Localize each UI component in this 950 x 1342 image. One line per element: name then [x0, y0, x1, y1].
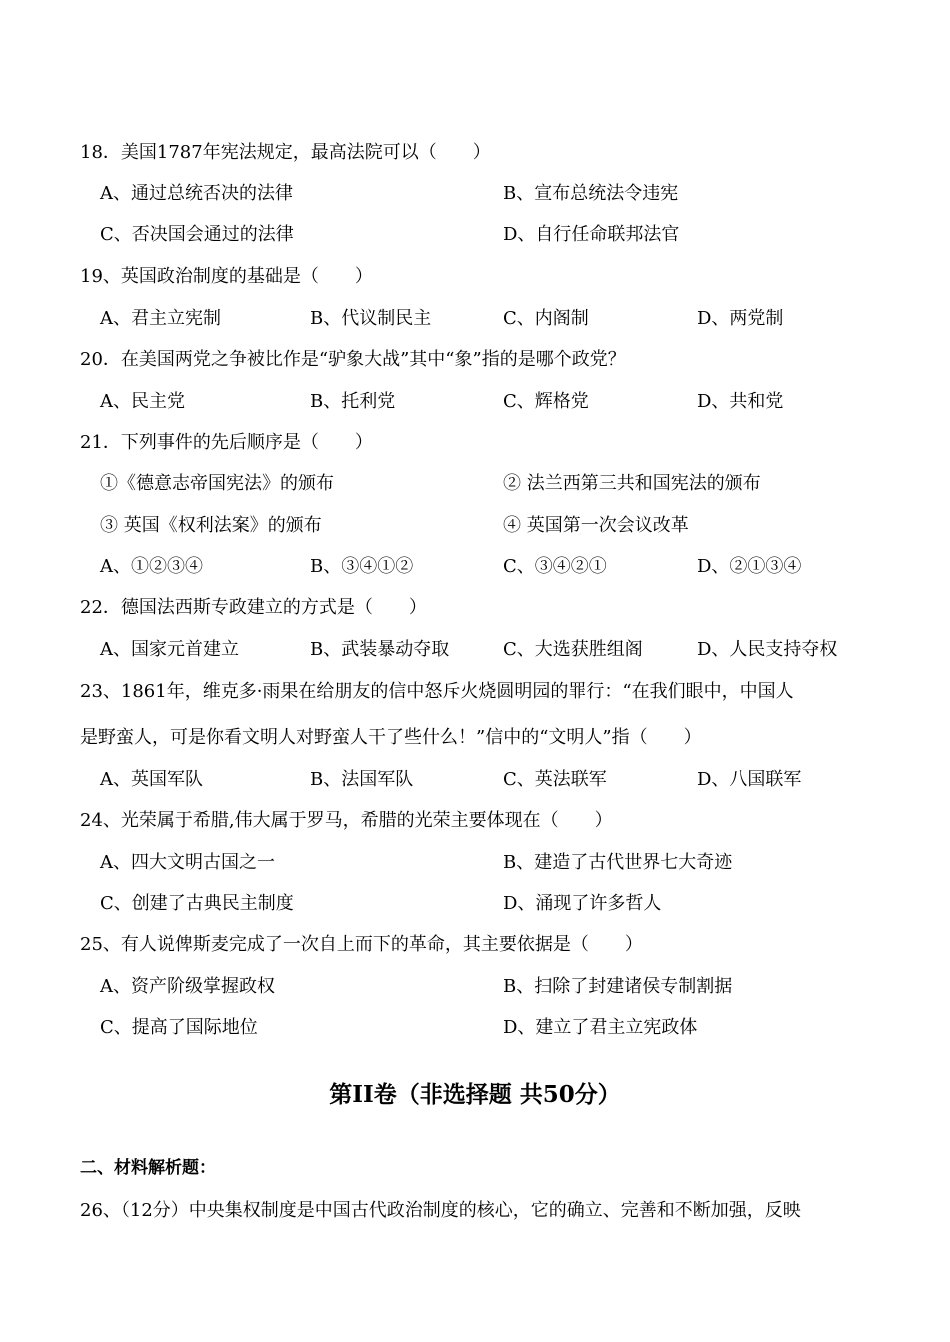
- question-22-option-c: C、大选获胜组阁: [503, 639, 643, 660]
- question-20-option-a: A、民主党: [100, 391, 185, 412]
- question-21-option-d: D、②①③④: [697, 556, 802, 577]
- question-18-option-c: C、否决国会通过的法律: [100, 224, 294, 245]
- question-22-option-b: B、武装暴动夺取: [310, 639, 450, 660]
- question-23-stem-line-2: 是野蛮人，可是你看文明人对野蛮人干了些什么！”信中的“文明人”指（ ）: [80, 727, 702, 748]
- part-2-title: 第II卷（非选择题 共50分）: [329, 1081, 621, 1108]
- question-24-stem: 24、光荣属于希腊,伟大属于罗马，希腊的光荣主要体现在（ ）: [80, 810, 613, 831]
- question-21-event-4: ④ 英国第一次会议改革: [503, 515, 689, 536]
- question-23-option-d: D、八国联军: [697, 769, 802, 790]
- question-21-option-b: B、③④①②: [310, 556, 414, 577]
- question-20-option-b: B、托利党: [310, 391, 396, 412]
- question-23-stem-line-1: 23、1861年，维克多·雨果在给朋友的信中怒斥火烧圆明园的罪行：“在我们眼中，中国人: [80, 681, 794, 702]
- question-20-option-c: C、辉格党: [503, 391, 589, 412]
- question-24-option-b: B、建造了古代世界七大奇迹: [503, 852, 733, 873]
- question-21-event-3: ③ 英国《权利法案》的颁布: [100, 515, 322, 536]
- question-19-option-d: D、两党制: [697, 308, 784, 329]
- question-23-option-c: C、英法联军: [503, 769, 607, 790]
- question-22-stem: 22．德国法西斯专政建立的方式是（ ）: [80, 597, 427, 618]
- question-23-option-b: B、法国军队: [310, 769, 414, 790]
- question-22-option-d: D、人民支持夺权: [697, 639, 838, 660]
- question-19-stem: 19、英国政治制度的基础是（ ）: [80, 266, 373, 287]
- question-26-stem-line-1: 26、（12分）中央集权制度是中国古代政治制度的核心，它的确立、完善和不断加强，反映: [80, 1200, 801, 1221]
- question-24-option-d: D、涌现了许多哲人: [503, 893, 662, 914]
- question-25-stem: 25、有人说俾斯麦完成了一次自上而下的革命，其主要依据是（ ）: [80, 934, 643, 955]
- question-25-option-d: D、建立了君主立宪政体: [503, 1017, 698, 1038]
- question-21-option-c: C、③④②①: [503, 556, 607, 577]
- question-19-option-a: A、君主立宪制: [100, 308, 221, 329]
- question-25-option-b: B、扫除了封建诸侯专制割据: [503, 976, 733, 997]
- question-18-option-a: A、通过总统否决的法律: [100, 183, 293, 204]
- question-21-event-2: ② 法兰西第三共和国宪法的颁布: [503, 473, 761, 494]
- question-18-option-d: D、自行任命联邦法官: [503, 224, 680, 245]
- question-21-option-a: A、①②③④: [100, 556, 203, 577]
- question-24-option-a: A、四大文明古国之一: [100, 852, 275, 873]
- question-23-option-a: A、英国军队: [100, 769, 203, 790]
- question-19-option-b: B、代议制民主: [310, 308, 432, 329]
- question-21-event-1: ①《德意志帝国宪法》的颁布: [100, 473, 334, 494]
- material-analysis-heading: 二、材料解析题：: [80, 1158, 216, 1178]
- question-24-option-c: C、创建了古典民主制度: [100, 893, 294, 914]
- question-19-option-c: C、内阁制: [503, 308, 589, 329]
- question-20-stem: 20．在美国两党之争被比作是“驴象大战”其中“象”指的是哪个政党？: [80, 349, 626, 370]
- question-25-option-a: A、资产阶级掌握政权: [100, 976, 275, 997]
- question-18-option-b: B、宣布总统法令违宪: [503, 183, 679, 204]
- question-22-option-a: A、国家元首建立: [100, 639, 239, 660]
- question-18-stem: 18．美国1787年宪法规定，最高法院可以（ ）: [80, 142, 491, 163]
- question-20-option-d: D、共和党: [697, 391, 784, 412]
- question-25-option-c: C、提高了国际地位: [100, 1017, 258, 1038]
- question-21-stem: 21．下列事件的先后顺序是（ ）: [80, 432, 373, 453]
